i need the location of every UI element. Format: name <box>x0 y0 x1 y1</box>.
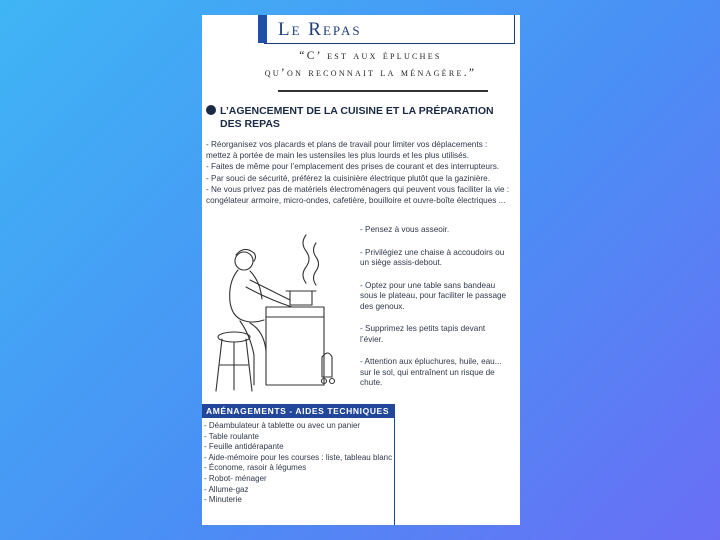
list-item: - Réorganisez vos placards et plans de travail pour limiter vos déplacements : mettez à portée de main les ustensiles les plus lourds et les plus utilisés. <box>206 140 488 160</box>
page-title: Le Repas <box>278 19 362 40</box>
tips-list <box>360 225 510 401</box>
list-item: - Allume-gaz <box>204 484 249 494</box>
quote-line-2: qu’on reconnait la ménagère.” <box>264 67 477 79</box>
list-item: - Aide-mémoire pour les courses : liste, tableau blanc <box>204 452 393 462</box>
section-number-icon <box>206 105 216 115</box>
divider <box>278 90 488 92</box>
list-item: - Ne vous privez pas de matériels électroménagers qui peuvent vous faciliter la vie : congélateur armoire, micro-ondes, cafetière, bouilloire et ouvre-boîte électriques ... <box>206 185 510 205</box>
list-item: - Faites de même pour l’emplacement des prises de courant et des interrupteurs. <box>206 162 500 171</box>
list-item: - Table roulante <box>204 431 259 441</box>
list-item: - Économe, rasoir à légumes <box>204 463 307 473</box>
aids-heading: AMÉNAGEMENTS - AIDES TECHNIQUES <box>202 404 395 418</box>
list-item: - Attention aux épluchures, huile, eau... sur le sol, qui entraînent un risque de chute. <box>360 357 502 387</box>
list-item: - Robot- ménager <box>204 473 267 483</box>
document-page <box>202 15 520 525</box>
list-item: - Privilégiez une chaise à accoudoirs ou un siège assis-debout. <box>360 247 505 267</box>
section-heading <box>206 105 506 131</box>
aids-list <box>204 421 396 506</box>
list-item: - Feuille antidérapante <box>204 442 284 452</box>
list-item: - Par souci de sécurité, préférez la cuisinière électrique plutôt que la gazinière. <box>206 173 490 183</box>
list-item: - Minuterie <box>204 495 242 505</box>
woman-cooking-illustration <box>206 225 366 405</box>
list-item: - Supprimez les petits tapis devant l’évier. <box>360 324 486 344</box>
list-item: - Pensez à vous asseoir. <box>360 225 450 234</box>
section-heading-line-2: DES REPAS <box>220 118 280 130</box>
list-item: - Déambulateur à tablette ou avec un panier <box>204 421 361 430</box>
quote <box>228 48 513 82</box>
quote-line-1: “C’ est aux épluches <box>299 50 442 62</box>
list-item: - Optez pour une table sans bandeau sous le plateau, pour faciliter le passage des genoux. <box>360 280 507 311</box>
advice-list <box>206 140 511 207</box>
section-heading-line-1: L’AGENCEMENT DE LA CUISINE ET LA PRÉPARATION <box>220 105 494 117</box>
